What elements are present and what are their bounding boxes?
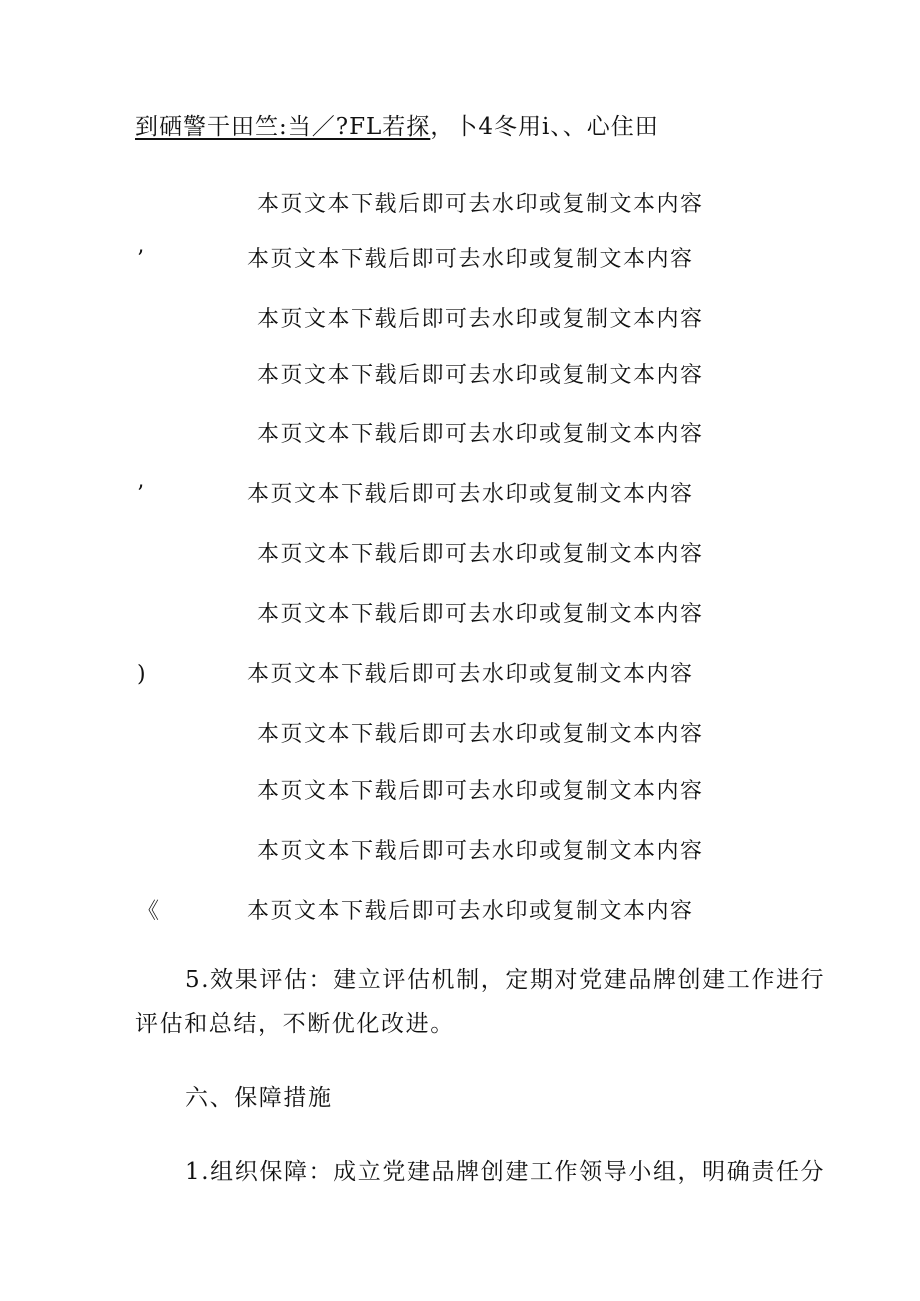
header-rest-text: ，卜4冬用i、、心住田 (430, 114, 659, 140)
watermark-text-line: 本页文本下载后即可去水印或复制文本内容 (257, 779, 704, 804)
item-5-line-1: 5.效果评估：建立评估机制，定期对党建品牌创建工作进行 (185, 967, 826, 993)
watermark-text-line: 本页文本下载后即可去水印或复制文本内容 (257, 839, 704, 864)
header-underlined-text: 到硒警干田竺:当／?FL若探 (135, 114, 431, 140)
margin-mark: 《 (137, 899, 160, 924)
watermark-text-line: 本页文本下载后即可去水印或复制文本内容 (257, 422, 704, 447)
section-6-heading: 六、保障措施 (185, 1085, 333, 1111)
margin-mark: ) (137, 662, 146, 687)
margin-mark: ’ (137, 247, 144, 272)
watermark-text-line: 本页文本下载后即可去水印或复制文本内容 (257, 602, 704, 627)
watermark-text-line: 本页文本下载后即可去水印或复制文本内容 (257, 722, 704, 747)
margin-mark: ’ (137, 482, 144, 507)
header-line (135, 112, 659, 142)
item-1-line-1: 1.组织保障：成立党建品牌创建工作领导小组，明确责任分 (185, 1159, 826, 1185)
watermark-text-line: 本页文本下载后即可去水印或复制文本内容 (257, 542, 704, 567)
watermark-text-line: 本页文本下载后即可去水印或复制文本内容 (247, 482, 694, 507)
item-5-line-2: 评估和总结，不断优化改进。 (135, 1011, 455, 1037)
watermark-text-line: 本页文本下载后即可去水印或复制文本内容 (247, 899, 694, 924)
watermark-text-line: 本页文本下载后即可去水印或复制文本内容 (247, 662, 694, 687)
watermark-text-line: 本页文本下载后即可去水印或复制文本内容 (257, 307, 704, 332)
watermark-text-line: 本页文本下载后即可去水印或复制文本内容 (257, 363, 704, 388)
watermark-text-line: 本页文本下载后即可去水印或复制文本内容 (247, 247, 694, 272)
watermark-text-line: 本页文本下载后即可去水印或复制文本内容 (257, 192, 704, 217)
